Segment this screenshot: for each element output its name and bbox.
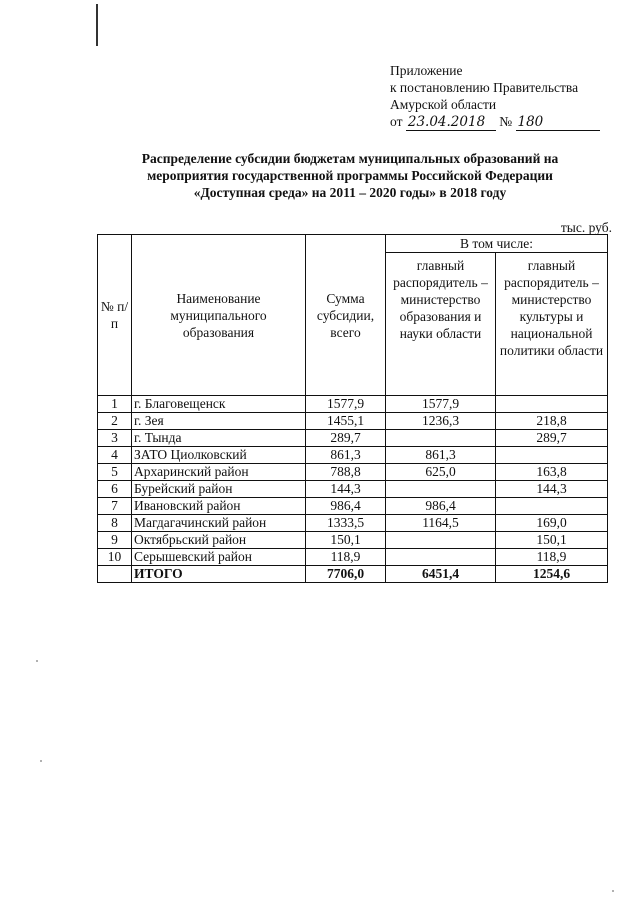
header-sum: Сумма субсидии, всего [306,235,386,396]
row-sum: 150,1 [306,532,386,549]
total-label: ИТОГО [132,566,306,583]
table-row [98,430,608,447]
row-sum: 1455,1 [306,413,386,430]
table-row [98,515,608,532]
row-edu: 1236,3 [386,413,496,430]
unit-label: тыс. руб. [560,220,612,235]
row-name: Архаринский район [132,464,306,481]
scan-noise [612,890,614,892]
scan-noise [40,760,42,762]
row-num: 6 [98,481,132,498]
table-row [98,413,608,430]
title-line-1: Распределение субсидии бюджетам муниципальных образований на [141,151,559,166]
table-row [98,532,608,549]
from-label: от [390,114,403,129]
row-edu [386,430,496,447]
row-num: 4 [98,447,132,464]
row-edu: 1577,9 [386,396,496,413]
row-num: 9 [98,532,132,549]
row-sum: 118,9 [306,549,386,566]
header-edu: главный распорядитель – министерство образования и науки области [386,253,496,396]
row-sum: 1333,5 [306,515,386,532]
row-name: г. Тында [132,430,306,447]
table-row [98,498,608,515]
total-cult: 1254,6 [496,566,608,583]
row-edu: 625,0 [386,464,496,481]
row-sum: 1577,9 [306,396,386,413]
row-cult: 118,9 [496,549,608,566]
row-num: 1 [98,396,132,413]
row-num: 5 [98,464,132,481]
scan-noise [36,660,38,662]
row-cult: 150,1 [496,532,608,549]
subsidy-table [97,234,608,583]
appendix-region: Амурской области [390,97,497,112]
row-name: г. Благовещенск [132,396,306,413]
row-sum: 289,7 [306,430,386,447]
row-num: 10 [98,549,132,566]
row-cult: 218,8 [496,413,608,430]
row-edu: 986,4 [386,498,496,515]
row-cult [496,447,608,464]
row-num: 2 [98,413,132,430]
row-name: Бурейский район [132,481,306,498]
total-sum: 7706,0 [306,566,386,583]
row-name: Серышевский район [132,549,306,566]
row-cult: 144,3 [496,481,608,498]
appendix-date-number [390,113,600,131]
row-num: 7 [98,498,132,515]
row-sum: 986,4 [306,498,386,515]
total-num [98,566,132,583]
handwritten-date: 23.04.2018 [406,115,496,131]
document-title [100,150,600,201]
row-name: г. Зея [132,413,306,430]
row-cult [496,498,608,515]
header-num: № п/п [98,235,132,396]
appendix-decree: к постановлению Правительства [390,80,579,95]
row-name: Магдагачинский район [132,515,306,532]
row-cult: 169,0 [496,515,608,532]
row-edu [386,532,496,549]
row-cult [496,396,608,413]
table-row [98,447,608,464]
handwritten-number: 180 [516,115,600,131]
row-edu: 1164,5 [386,515,496,532]
row-edu [386,549,496,566]
row-num: 3 [98,430,132,447]
appendix-title: Приложение [390,63,463,78]
table-row [98,396,608,413]
row-sum: 788,8 [306,464,386,481]
row-num: 8 [98,515,132,532]
number-label: № [499,114,513,129]
row-edu [386,481,496,498]
title-line-2: мероприятия государственной программы Российской Федерации [147,168,553,183]
title-line-3: «Доступная среда» на 2011 – 2020 годы» в 2018 году [193,185,507,200]
table-row [98,464,608,481]
row-cult: 289,7 [496,430,608,447]
scan-artifact [96,4,98,46]
appendix-block [390,62,600,131]
table-row [98,549,608,566]
row-edu: 861,3 [386,447,496,464]
header-cult: главный распорядитель – министерство культуры и национальной политики области [496,253,608,396]
row-name: ЗАТО Циолковский [132,447,306,464]
total-row [98,566,608,583]
header-including: В том числе: [386,235,608,253]
header-name: Наименование муниципального образования [132,235,306,396]
table-row [98,481,608,498]
row-sum: 861,3 [306,447,386,464]
row-cult: 163,8 [496,464,608,481]
row-sum: 144,3 [306,481,386,498]
total-edu: 6451,4 [386,566,496,583]
row-name: Ивановский район [132,498,306,515]
row-name: Октябрьский район [132,532,306,549]
